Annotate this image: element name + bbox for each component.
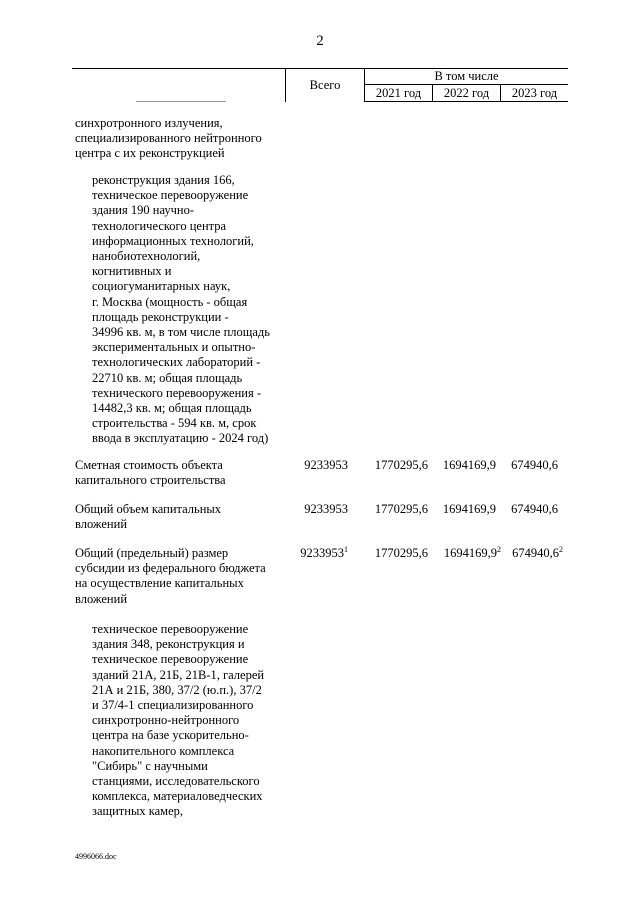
row-2023: 674940,6 bbox=[511, 502, 558, 516]
page-number: 2 bbox=[316, 33, 324, 49]
row-total: 9233953 bbox=[304, 502, 348, 516]
header-total: Всего bbox=[309, 78, 341, 92]
header-bottom-rule bbox=[364, 101, 568, 102]
header-including: В том числе bbox=[434, 69, 499, 83]
row-2022 bbox=[433, 546, 501, 561]
row-2023 bbox=[501, 546, 563, 561]
object-description-1: реконструкция здания 166, техническое перевооружение здания 190 научно- технологического центра информационных технологий, нанобиотехнологий, когнитивных и социогуманитарных наук, г. Москва (мощность - общая площадь реконструкции - 34996 кв. м, в том числе площадь экспериментальных и опытно- технологических лабораторий - 22710 кв. м; общая площадь технического перевооружения - 14482,3 кв. м; общая площадь строительства - 594 кв. м, срок ввода в эксплуатацию - 2024 год) bbox=[92, 173, 270, 446]
row-total-value: 9233953 bbox=[300, 546, 344, 560]
header-bottom-rule-left bbox=[136, 101, 226, 102]
continued-object-title: синхротронного излучения, специализированного нейтронного центра с их реконструкцией bbox=[75, 116, 262, 161]
footnote-marker: 2 bbox=[497, 545, 501, 554]
document-filename: 4996066.doc bbox=[75, 852, 117, 861]
header-year-2021: 2021 год bbox=[375, 86, 422, 100]
row-2023-value: 674940,6 bbox=[512, 546, 559, 560]
header-year-2023: 2023 год bbox=[511, 86, 558, 100]
header-year-2022: 2022 год bbox=[443, 86, 490, 100]
object-description-2: техническое перевооружение здания 348, реконструкция и техническое перевооружение зданий 21А, 21Б, 21В-1, галерей 21А и 21Б, 380, 37/2 (ю.п.), 37/2 и 37/4-1 специализированного синхротронно-нейтронного центра на базе ускорительно- накопительного комплекса "Сибирь" с научными станциями, исследовательского комплекса, материаловедческих защитных камер, bbox=[92, 622, 265, 819]
row-total bbox=[286, 546, 348, 561]
row-2021: 1770295,6 bbox=[374, 502, 428, 516]
row-label: Общий (предельный) размер субсидии из федерального бюджета на осуществление капитальных вложений bbox=[75, 546, 266, 606]
footnote-marker: 2 bbox=[559, 545, 563, 554]
row-2023: 674940,6 bbox=[511, 458, 558, 472]
header-subrule bbox=[364, 84, 568, 85]
row-2022-value: 1694169,9 bbox=[443, 546, 497, 560]
row-2022: 1694169,9 bbox=[442, 458, 496, 472]
row-2021: 1770295,6 bbox=[374, 546, 428, 560]
row-2022: 1694169,9 bbox=[442, 502, 496, 516]
row-total: 9233953 bbox=[304, 458, 348, 472]
row-label: Общий объем капитальных вложений bbox=[75, 502, 222, 532]
footnote-marker: 1 bbox=[344, 545, 348, 554]
row-label: Сметная стоимость объекта капитального строительства bbox=[75, 458, 226, 488]
row-2021: 1770295,6 bbox=[374, 458, 428, 472]
